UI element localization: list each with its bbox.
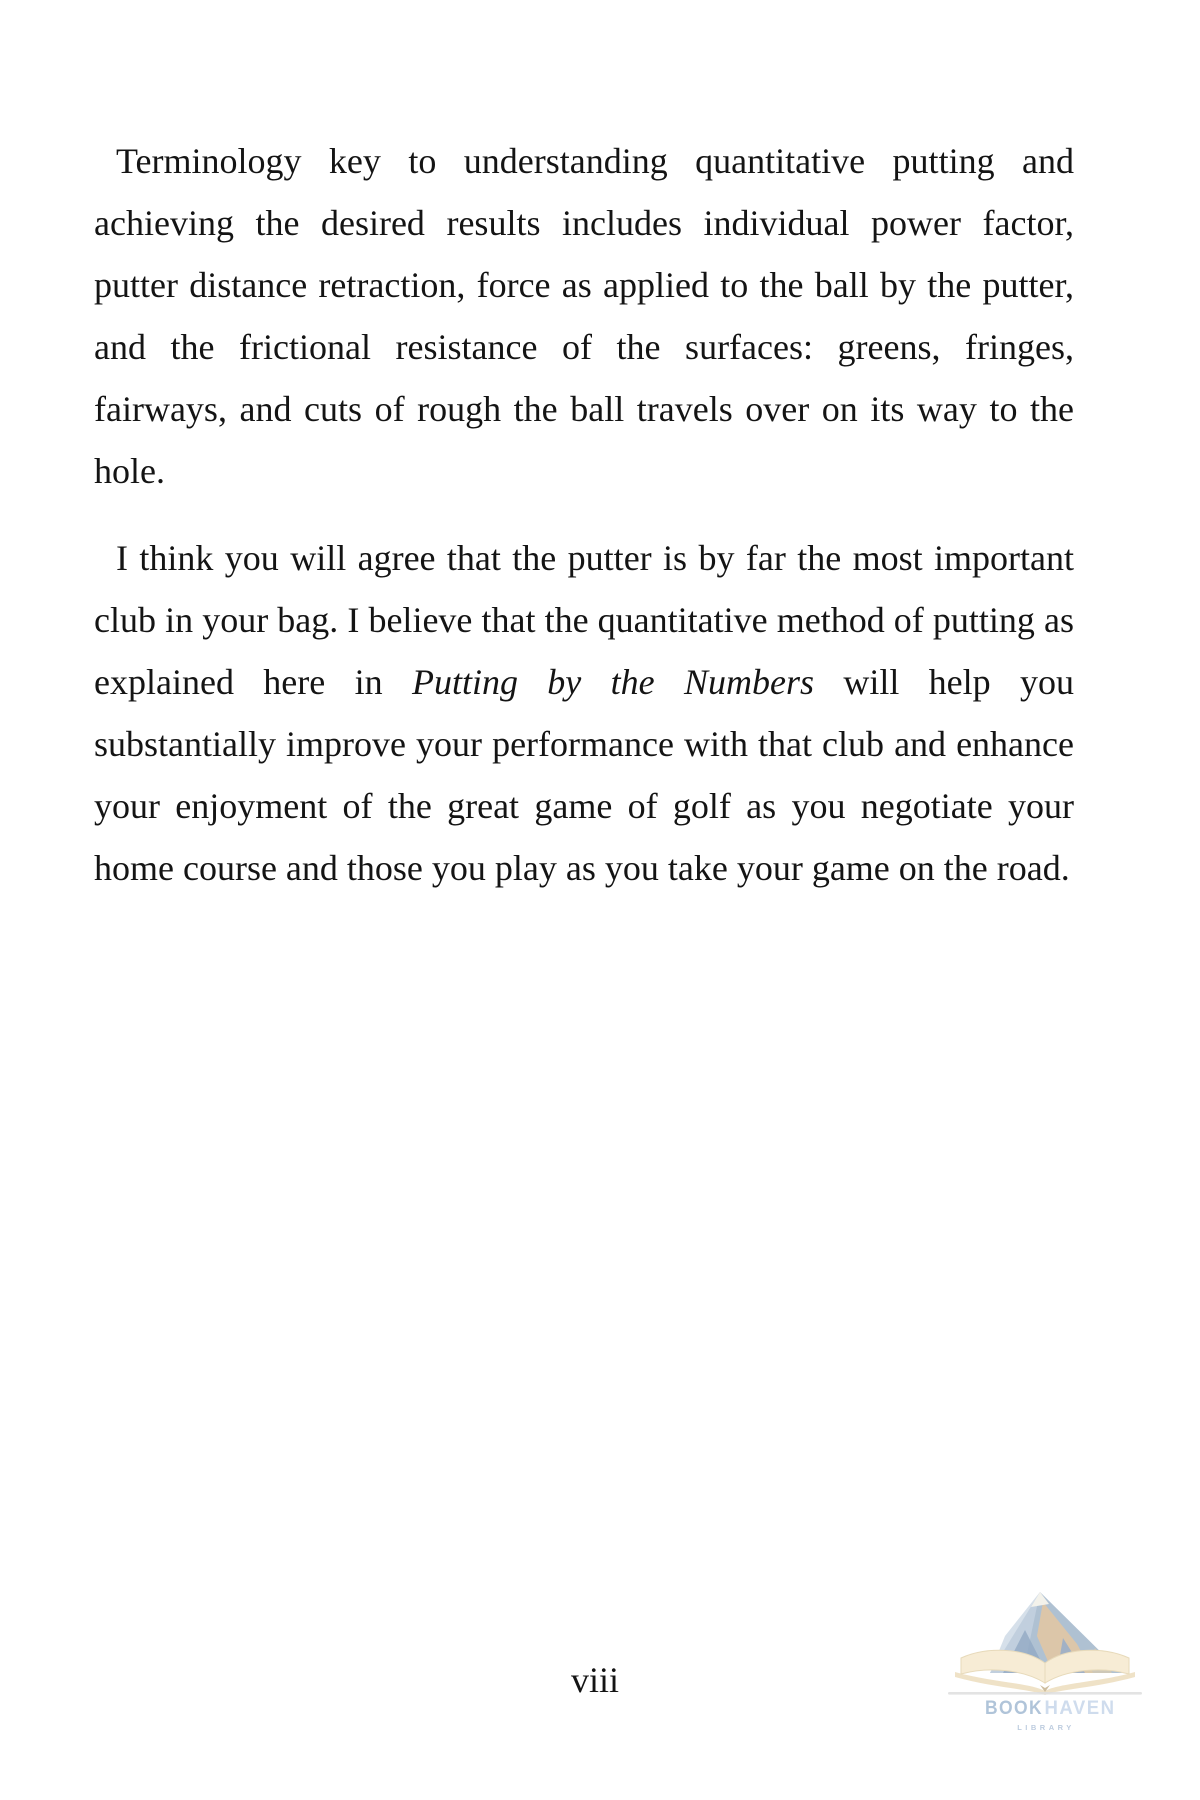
page-number: viii [570,1660,619,1700]
paragraph-putter-importance [94,527,1074,899]
paragraph-text-lead: I think you will agree that the putter is by far the most important club in your bag. I believe that the quantitative method of putting as explained here in [94,538,1074,702]
book-title-italic: Putting by the Numbers [411,662,814,702]
paragraph-text-tail: will help you substantially improve your performance with that club and enhance your enjoyment of the great game of golf as you negotiate your home course and those you play as you take your game on the road. [94,662,1075,888]
brand-tagline: LIBRARY [1017,1723,1075,1732]
brand-text-book: BOOK [985,1698,1043,1719]
page-content [94,130,1074,924]
paragraph-terminology: Terminology key to understanding quantitative putting and achieving the desired results includes individual power factor, putter distance retraction, force as applied to the ball by the putter, and the frictional resistance of the surfaces: greens, fringes, fairways, and cuts of rough the ball travels over on its way to the hole. [94,141,1074,491]
brand-text-haven: HAVEN [1044,1698,1116,1719]
